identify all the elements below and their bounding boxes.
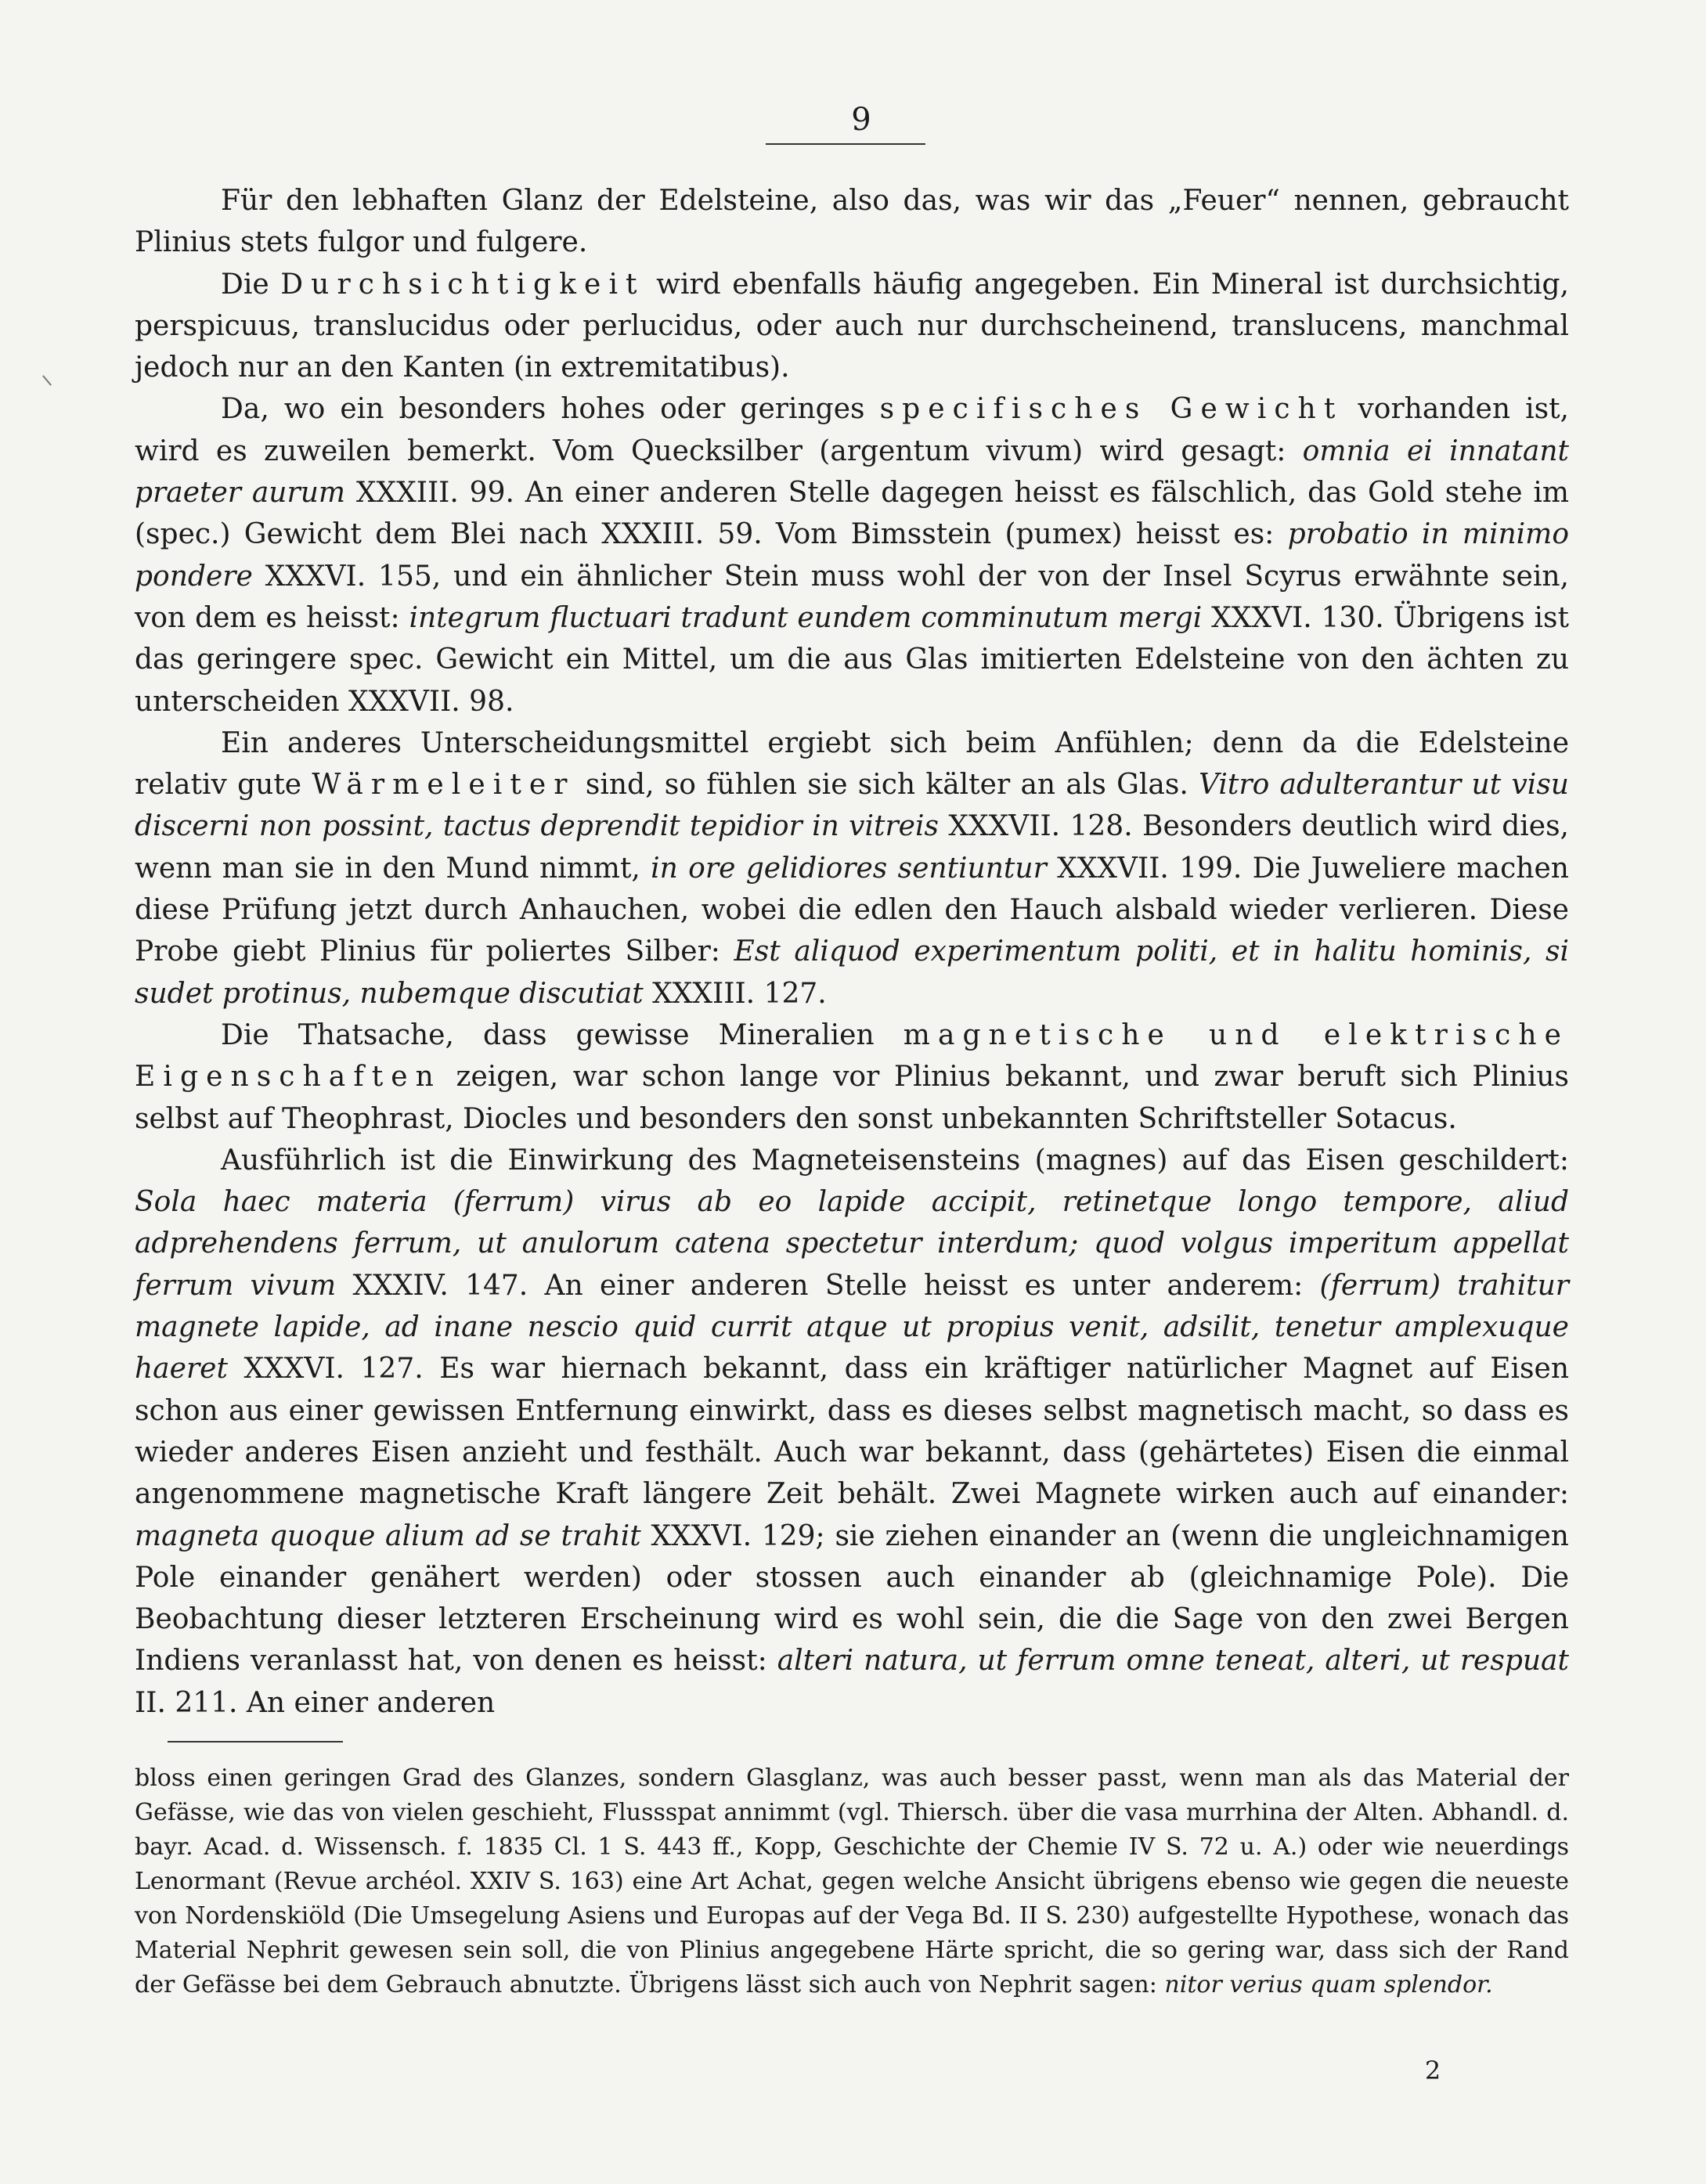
page-number: 9 bbox=[851, 102, 871, 138]
paragraph bbox=[135, 723, 1569, 1015]
text-span: XXXVII. 199. Die Juweliere machen diese Prüfung jetzt durch Anhauchen, wobei die edlen den Hauch alsbald wieder verlieren. Diese Probe giebt Plinius für poliertes Silber: bbox=[135, 852, 1569, 968]
text-span: Die Thatsache, dass gewisse Mineralien bbox=[221, 1018, 903, 1051]
text-span: Die bbox=[221, 268, 281, 301]
spaced-term: magnetische und elektrische Eigenschaften bbox=[135, 1018, 1569, 1094]
text-span: vorhanden ist, wird es zuweilen bemerkt. Vom Quecksilber (argentum vivum) wird gesagt: bbox=[135, 393, 1569, 467]
text-span: XXXVII. 128. Besonders deutlich wird dies, wenn man sie in den Mund nimmt, bbox=[135, 810, 1569, 885]
footnote-rule bbox=[168, 1741, 343, 1743]
text-span: Da, wo ein besonders hohes oder geringes bbox=[221, 393, 880, 426]
latin-quote: (ferrum) trahitur magnete lapide, ad inane nescio quid currit atque ut propius venit, adsilit, tenetur amplexuque haeret bbox=[135, 1269, 1570, 1386]
latin-quote: nitor verius quam splendor. bbox=[1164, 1971, 1493, 1998]
spaced-term: specifisches Gewicht bbox=[879, 393, 1344, 426]
paragraph bbox=[135, 1015, 1569, 1140]
text-span: wird ebenfalls häufig angegeben. Ein Mineral ist durchsichtig, perspicuus, translucidus oder perlucidus, oder auch nur durchscheinend, translucens, manchmal jedoch nur an den Kanten (in extremitatibus). bbox=[135, 268, 1569, 384]
body-text bbox=[135, 180, 1569, 1724]
text-span: XXXIII. 127. bbox=[643, 977, 827, 1010]
spaced-term: Wärmeleiter bbox=[312, 769, 575, 802]
header-rule bbox=[766, 143, 925, 145]
margin-mark bbox=[42, 375, 52, 386]
paragraph bbox=[135, 180, 1569, 264]
latin-quote: probatio in minimo pondere bbox=[135, 518, 1569, 593]
latin-quote: Sola haec materia (ferrum) virus ab eo lapide accipit, retinetque longo tempore, aliud adprehendens ferrum, ut anulorum catena spectetur interdum; quod volgus imperitum appellat ferrum vivum bbox=[135, 1186, 1569, 1302]
text-span: XXXIV. 147. An einer anderen Stelle heisst es unter anderem: bbox=[336, 1269, 1320, 1302]
latin-quote: magneta quoque alium ad se trahit bbox=[135, 1519, 641, 1552]
text-span: XXXVI. 129; sie ziehen einander an (wenn die ungleichnamigen Pole einander genähert werden) oder stossen auch einander ab (gleichnamige Pole). Die Beobachtung dieser letzteren Erscheinung wird es wohl sein, die die Sage von den zwei Bergen Indiens veranlasst hat, von denen es heisst: bbox=[135, 1519, 1569, 1678]
latin-quote: Est aliquod experimentum politi, et in halitu hominis, si sudet protinus, nubemque discutiat bbox=[135, 935, 1570, 1010]
text-span: II. 211. An einer anderen bbox=[135, 1686, 496, 1719]
text-span: XXXVI. 130. Übrigens ist das geringere spec. Gewicht ein Mittel, um die aus Glas imitierten Edelsteine von den ächten zu unterscheiden XXXVII. 98. bbox=[135, 601, 1569, 718]
text-span: sind, so fühlen sie sich kälter an als Glas. bbox=[575, 769, 1199, 802]
latin-quote: integrum fluctuari tradunt eundem comminutum mergi bbox=[409, 601, 1203, 634]
paragraph bbox=[135, 1140, 1569, 1724]
spaced-term: Durchsichtigkeit bbox=[280, 268, 645, 301]
text-span: XXXIII. 99. An einer anderen Stelle dagegen heisst es fälschlich, das Gold stehe im (spec.) Gewicht dem Blei nach XXXIII. 59. Vom Bimsstein (pumex) heisst es: bbox=[135, 477, 1569, 551]
latin-quote: in ore gelidiores sentiuntur bbox=[651, 852, 1047, 885]
footnote-paragraph bbox=[135, 1761, 1569, 2002]
paragraph bbox=[135, 388, 1569, 722]
text-span: Ein anderes Unterscheidungsmittel ergiebt sich beim Anfühlen; denn da die Edelsteine relativ gute bbox=[135, 726, 1569, 802]
text-span: Ausführlich ist die Einwirkung des Magneteisensteins (magnes) auf das Eisen geschildert: bbox=[221, 1144, 1569, 1177]
paragraph bbox=[135, 264, 1569, 389]
text-span: XXXVI. 155, und ein ähnlicher Stein muss wohl der von der Insel Scyrus erwähnte sein, von dem es heisst: bbox=[135, 560, 1569, 634]
text-span: zeigen, war schon lange vor Plinius bekannt, und zwar beruft sich Plinius selbst auf Theophrast, Diocles und besonders den sonst unbekannten Schriftsteller Sotacus. bbox=[135, 1061, 1569, 1135]
text-span: Für den lebhaften Glanz der Edelsteine, also das, was wir das „Feuer“ nennen, gebraucht Plinius stets fulgor und fulgere. bbox=[135, 185, 1569, 259]
text-span: XXXVI. 127. Es war hiernach bekannt, dass ein kräftiger natürlicher Magnet auf Eisen schon aus einer gewissen Entfernung einwirkt, dass es dieses selbst magnetisch macht, so dass es wieder anderes Eisen anzieht und festhält. Auch war bekannt, dass (gehärtetes) Eisen die einmal angenommene magnetische Kraft längere Zeit behält. Zwei Magnete wirken auch auf einander: bbox=[135, 1353, 1569, 1511]
text-span: bloss einen geringen Grad des Glanzes, sondern Glasglanz, was auch besser passt, wenn man als das Material der Gefässe, wie das von vielen geschieht, Flussspat annimmt (vgl. Thiersch. über die vasa murrhina der Alten. Abhandl. d. bayr. Acad. d. Wissensch. f. 1835 Cl. 1 S. 443 ff., Kopp, Geschichte der Chemie IV S. 72 u. A.) oder wie neuerdings Lenormant (Revue archéol. XXIV S. 163) eine Art Achat, gegen welche Ansicht übrigens ebenso wie gegen die neueste von Nordenskiöld (Die Umsegelung Asiens und Europas auf der Vega Bd. II S. 230) aufgestellte Hypothese, wonach das Material Nephrit gewesen sein soll, die von Plinius angegebene Härte spricht, die so gering war, dass sich der Rand der Gefässe bei dem Gebrauch abnutzte. Übrigens lässt sich auch von Nephrit sagen: bbox=[135, 1764, 1569, 1998]
latin-quote: omnia ei innatant praeter aurum bbox=[135, 434, 1570, 510]
signature-mark: 2 bbox=[1424, 2056, 1441, 2085]
footnote bbox=[135, 1761, 1569, 2002]
latin-quote: alteri natura, ut ferrum omne teneat, alteri, ut respuat bbox=[777, 1645, 1569, 1678]
latin-quote: Vitro adulterantur ut visu discerni non possint, tactus deprendit tepidior in vitreis bbox=[135, 769, 1569, 843]
